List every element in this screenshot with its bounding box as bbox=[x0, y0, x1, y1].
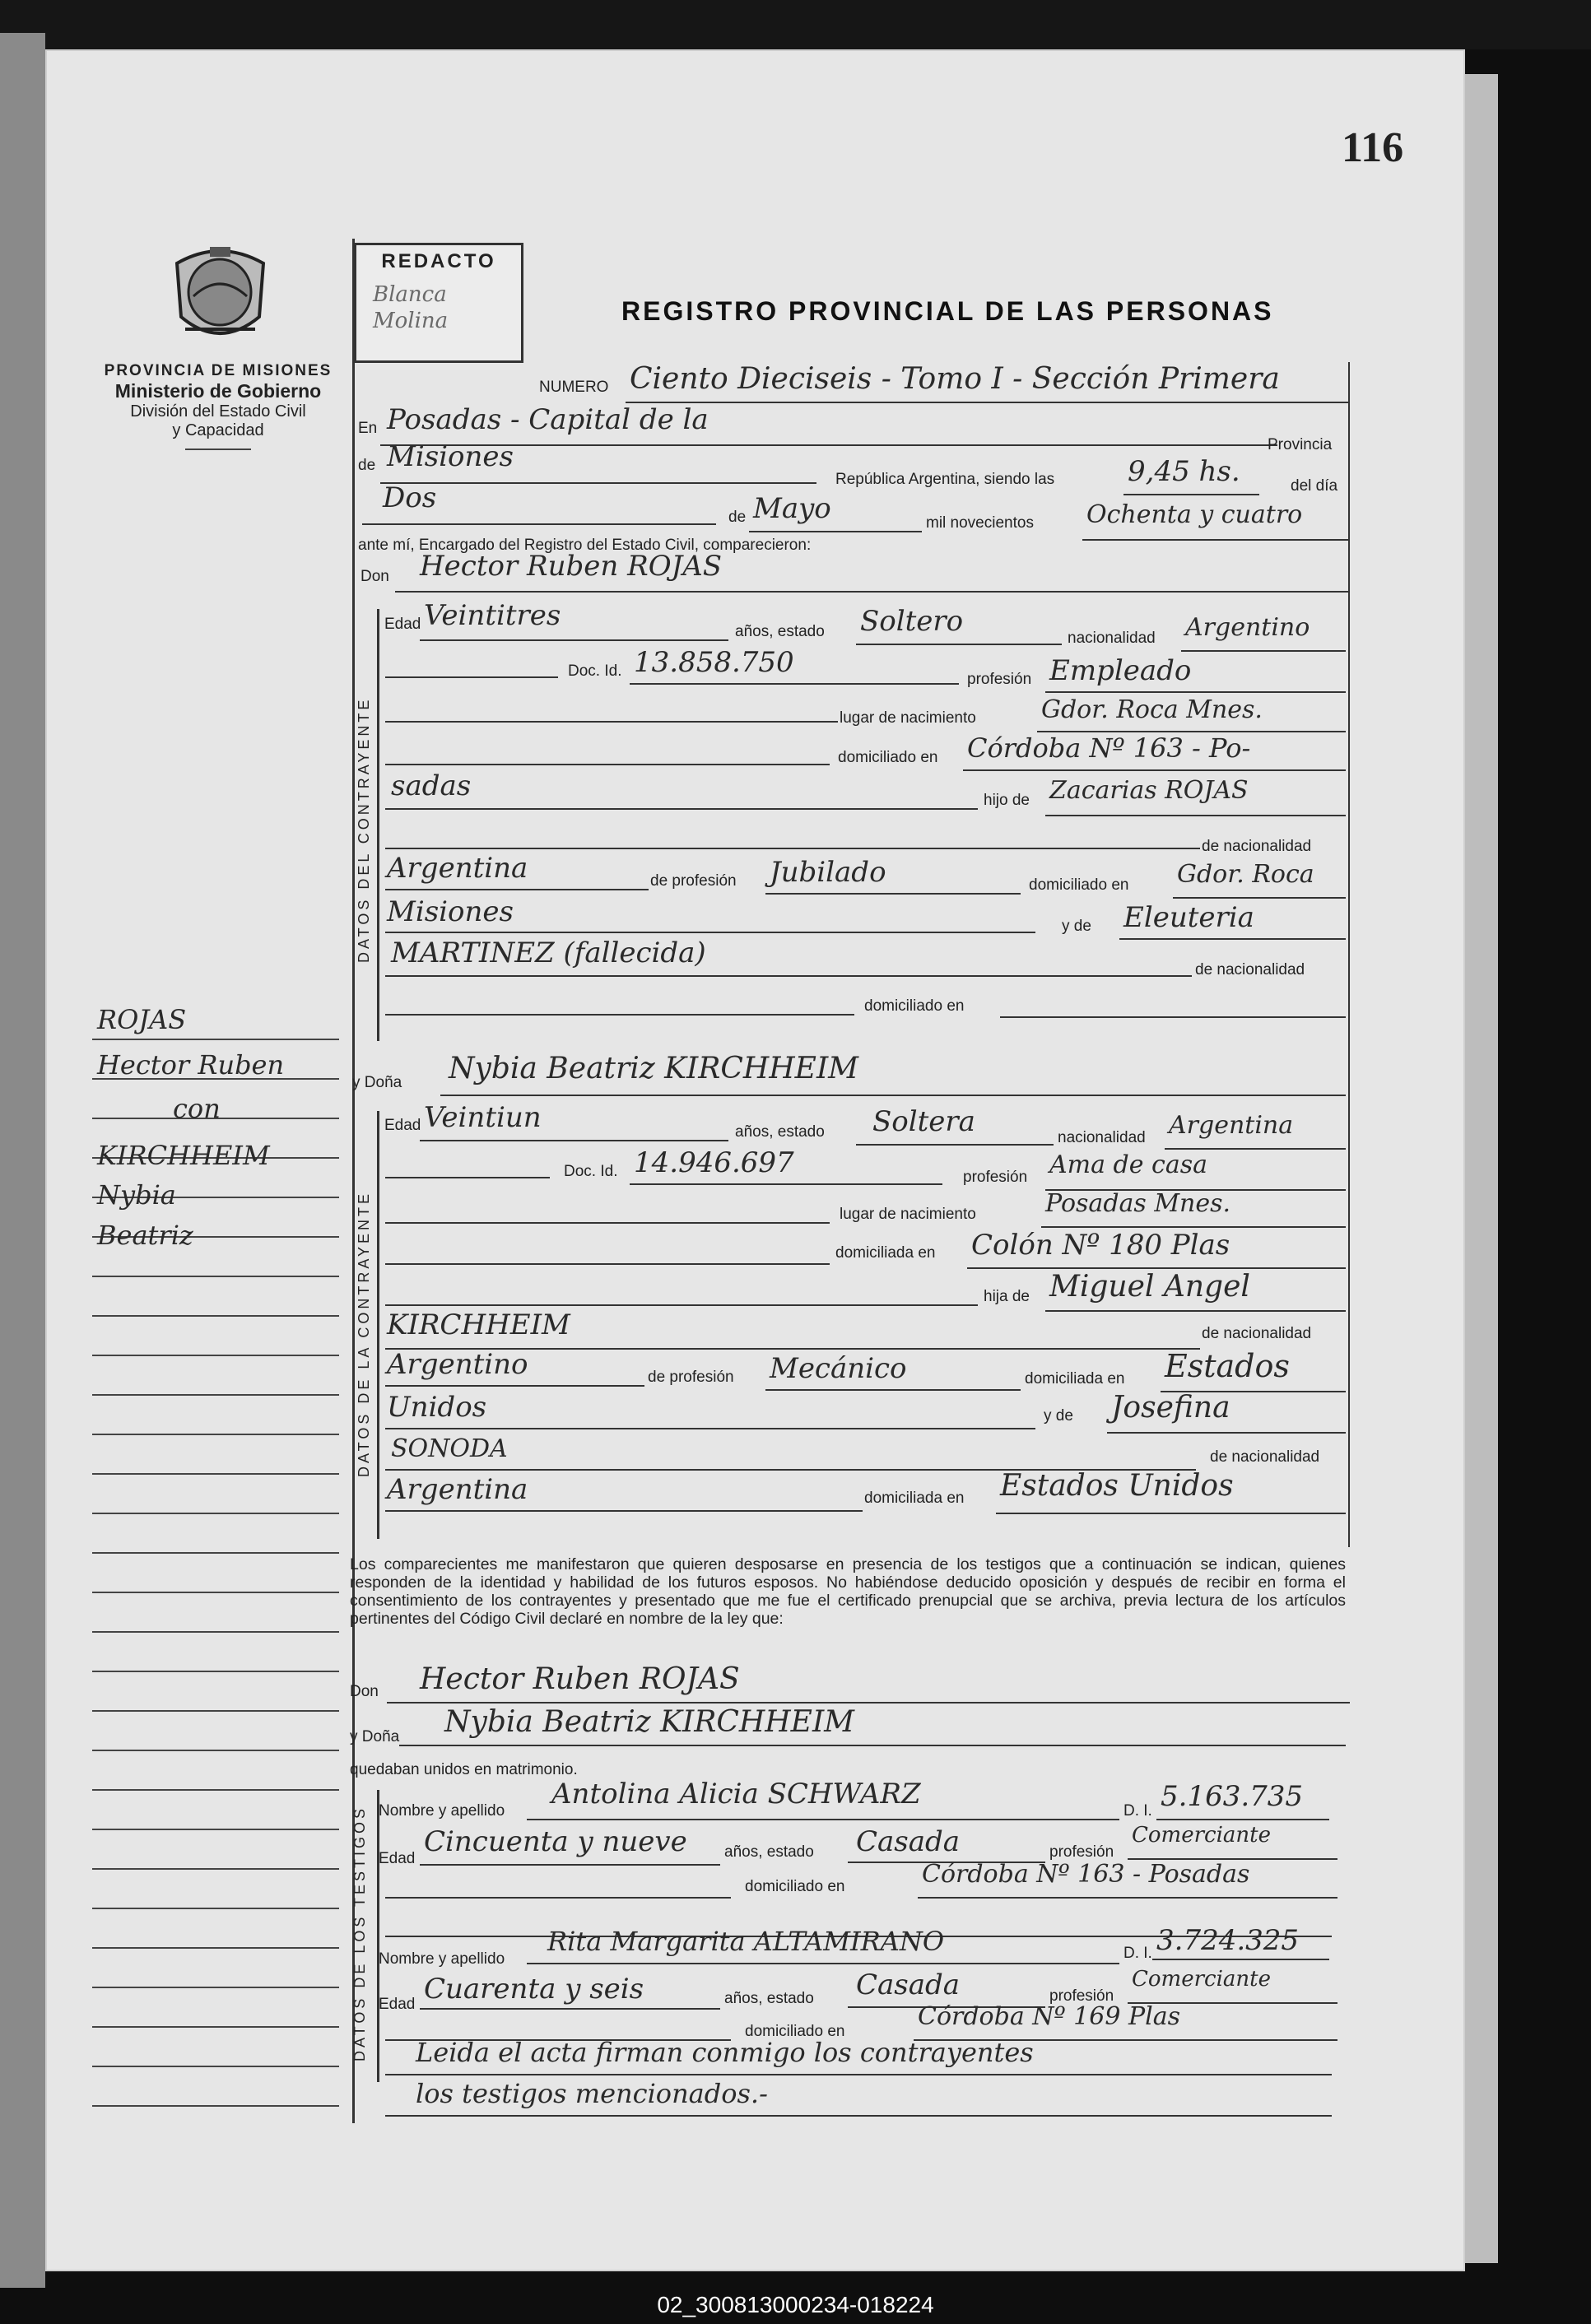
margin-rule-line bbox=[92, 1947, 339, 1949]
c2-de-nac-label: de nacionalidad bbox=[1202, 1325, 1312, 1342]
margin-note-1: ROJAS bbox=[97, 1004, 187, 1035]
margin-note-2: Hector Ruben bbox=[97, 1049, 285, 1081]
c1-padre-dom2: Misiones bbox=[387, 895, 514, 928]
c1-doc-value: 13.858.750 bbox=[634, 646, 794, 679]
del-dia-label: del día bbox=[1291, 477, 1338, 495]
c1-doc-label: Doc. Id. bbox=[568, 662, 622, 680]
margin-rule-line bbox=[92, 1592, 339, 1593]
margin-rule-line bbox=[92, 1513, 339, 1514]
c2-hija-pre-line bbox=[385, 1304, 978, 1306]
authority-block bbox=[91, 362, 346, 450]
c1-de-nac-label2: de nacionalidad bbox=[1195, 961, 1305, 978]
margin-rule-line bbox=[92, 1789, 339, 1791]
c2-padre-value: Miguel Angel bbox=[1049, 1270, 1250, 1304]
t2-nombre-line bbox=[527, 1963, 1119, 1964]
margin-note-4: KIRCHHEIM bbox=[97, 1140, 270, 1171]
c2-de-prof-label: de profesión bbox=[648, 1369, 734, 1386]
contrayente-side-label: DATOS DEL CONTRAYENTE bbox=[356, 696, 372, 963]
book-spine bbox=[0, 33, 45, 2288]
margin-rule-line bbox=[92, 2066, 339, 2067]
numero-line bbox=[626, 402, 1350, 403]
c1-anos-label: años, estado bbox=[735, 623, 825, 640]
c1-estado-line bbox=[856, 644, 1062, 645]
don-line bbox=[395, 591, 1350, 593]
c2-padre-prof: Mecánico bbox=[770, 1352, 907, 1385]
c2-nac-label: nacionalidad bbox=[1058, 1129, 1146, 1146]
c2-dom-value: Colón Nº 180 Plas bbox=[971, 1229, 1230, 1262]
c2-estado-line bbox=[856, 1144, 1054, 1146]
t2-estado-value: Casada bbox=[856, 1968, 961, 2001]
c2-madre-dom-line bbox=[996, 1513, 1346, 1514]
binding-background bbox=[0, 0, 1591, 49]
c1-nac-value: Argentino bbox=[1185, 613, 1310, 642]
c2-lugar-pre-line bbox=[385, 1222, 830, 1224]
c2-doc-pre-line bbox=[385, 1177, 550, 1178]
t2-prof-value: Comerciante bbox=[1132, 1967, 1271, 1992]
c2-padre-prof-line bbox=[765, 1389, 1021, 1391]
contrayente2-bracket bbox=[377, 1111, 379, 1539]
dona-line bbox=[440, 1095, 1346, 1096]
c1-de-nac-label: de nacionalidad bbox=[1202, 838, 1312, 855]
margin-rule-line bbox=[92, 1039, 339, 1040]
t1-edad-line bbox=[420, 1864, 720, 1866]
c1-padre-line bbox=[1045, 815, 1346, 816]
margin-rule-line bbox=[92, 1552, 339, 1554]
margin-rule-line bbox=[92, 1987, 339, 1988]
t1-di-value: 5.163.735 bbox=[1161, 1780, 1304, 1813]
c2-doc-value: 14.946.697 bbox=[634, 1146, 794, 1179]
c2-lugar-label: lugar de nacimiento bbox=[840, 1206, 976, 1223]
final-dona-value: Nybia Beatriz KIRCHHEIM bbox=[444, 1705, 855, 1739]
c2-padre-value2: KIRCHHEIM bbox=[387, 1308, 570, 1341]
c2-nac-line bbox=[1165, 1148, 1346, 1150]
authority-ministry: Ministerio de Gobierno bbox=[114, 380, 322, 402]
c2-estado-value: Soltera bbox=[872, 1105, 975, 1138]
margin-rule-line bbox=[92, 1710, 339, 1712]
ante-label: ante mí, Encargado del Registro del Estado Civil, comparecieron: bbox=[358, 537, 812, 554]
declaration-paragraph: Los comparecientes me manifestaron que quieren desposarse en presencia de los testigos que a continuación se indican, quienes responden de la identidad y habilidad de los futuros esposos. No habiéndose deducido oposición y después de recibir en forma el consentimiento de los contrayentes y presentado que me fue el certificado prenupcial que se archiva, previa lectura de los artículos pertinentes del Código Civil declaré en nombre de la ley que: bbox=[350, 1555, 1346, 1628]
c2-padre-nac: Argentino bbox=[387, 1348, 528, 1381]
de-line bbox=[380, 482, 816, 484]
t1-nombre-line bbox=[527, 1819, 1119, 1820]
t2-dom-label: domiciliado en bbox=[745, 2023, 845, 2040]
c2-edad-line bbox=[420, 1140, 728, 1141]
c2-domiciliada-label2: domiciliada en bbox=[864, 1490, 965, 1507]
numero-value: Ciento Dieciseis - Tomo I - Sección Primera bbox=[630, 362, 1280, 396]
c1-padre-prof: Jubilado bbox=[770, 856, 886, 889]
final-don-value: Hector Ruben ROJAS bbox=[420, 1662, 740, 1696]
provincia-label: Provincia bbox=[1268, 436, 1333, 453]
t1-estado-value: Casada bbox=[856, 1825, 961, 1858]
dona-label: y Doña bbox=[352, 1074, 402, 1091]
en-line bbox=[380, 444, 1277, 446]
c2-doc-label: Doc. Id. bbox=[564, 1163, 618, 1180]
c2-doc-line bbox=[630, 1183, 942, 1185]
redacto-stamp bbox=[354, 243, 523, 363]
c1-dom-line bbox=[963, 769, 1346, 771]
t2-di-value: 3.724.325 bbox=[1156, 1924, 1300, 1957]
c1-padre-dom-line bbox=[1173, 897, 1346, 899]
t1-dom-label: domiciliado en bbox=[745, 1878, 845, 1895]
final-don-label: Don bbox=[350, 1683, 379, 1700]
t2-dom-value: Córdoba Nº 169 Plas bbox=[918, 2002, 1180, 2031]
c1-doc-pre-line bbox=[385, 676, 558, 678]
c1-nac-line bbox=[1181, 650, 1346, 652]
stamp-label: REDACTO bbox=[381, 250, 496, 272]
t1-di-line bbox=[1156, 1819, 1329, 1820]
c2-anos-label: años, estado bbox=[735, 1123, 825, 1141]
c1-madre-line bbox=[1119, 938, 1346, 940]
c1-padre2-line bbox=[385, 848, 1200, 849]
t1-edad-label: Edad bbox=[379, 1850, 416, 1867]
contrayente2-side-label: DATOS DE LA CONTRAYENTE bbox=[356, 1190, 372, 1477]
c1-padre-value: Zacarias ROJAS bbox=[1049, 776, 1249, 805]
t2-di-line bbox=[1152, 1959, 1329, 1960]
t2-edad-label: Edad bbox=[379, 1996, 416, 2013]
contrayente-bracket bbox=[377, 609, 379, 1041]
c2-prof-value: Ama de casa bbox=[1049, 1150, 1207, 1179]
t2-edad-value: Cuarenta y seis bbox=[424, 1973, 644, 2006]
c2-dom-pre-line bbox=[385, 1263, 830, 1265]
margin-rule-line bbox=[92, 1355, 339, 1356]
c2-madre-value: Josefina bbox=[1111, 1391, 1230, 1425]
numero-label: NUMERO bbox=[539, 379, 609, 396]
c2-padre-line bbox=[1045, 1310, 1346, 1312]
closing-line-1-rule bbox=[385, 2074, 1332, 2075]
en-value: Posadas - Capital de la bbox=[387, 403, 709, 436]
c2-padre-dom2-line bbox=[385, 1428, 1035, 1429]
don-value: Hector Ruben ROJAS bbox=[420, 550, 723, 583]
c2-madre-dom: Estados Unidos bbox=[1000, 1469, 1234, 1503]
t2-di-label: D. I. bbox=[1123, 1945, 1152, 1962]
c1-y-de-label: y de bbox=[1062, 918, 1091, 935]
hora-line bbox=[1123, 494, 1259, 495]
c1-edad-value: Veintitres bbox=[424, 599, 561, 632]
t1-dom-pre-line bbox=[385, 1897, 731, 1899]
margin-rule-line bbox=[92, 1750, 339, 1751]
c1-doc-line bbox=[630, 683, 959, 685]
c2-dom-label: domiciliada en bbox=[835, 1244, 936, 1262]
c1-de-prof-label: de profesión bbox=[650, 872, 737, 890]
c2-de-nac-label2: de nacionalidad bbox=[1210, 1448, 1320, 1466]
c1-padre-nac-line bbox=[385, 889, 649, 890]
closing-line-1: Leida el acta firman conmigo los contrayentes bbox=[416, 2037, 1034, 2068]
c1-edad-label: Edad bbox=[384, 616, 421, 633]
document-id-footer: 02_300813000234-018224 bbox=[657, 2292, 934, 2317]
c1-dom-pre-line bbox=[385, 764, 830, 765]
margin-rule-line bbox=[92, 2105, 339, 2107]
margin-rule-line bbox=[92, 1671, 339, 1672]
c2-prof-label: profesión bbox=[963, 1169, 1028, 1186]
t2-prof-label: profesión bbox=[1049, 1987, 1114, 2005]
c1-dom-label: domiciliado en bbox=[838, 749, 938, 766]
c1-prof-line bbox=[1045, 691, 1346, 693]
authority-division: División del Estado Civil bbox=[130, 402, 306, 421]
c2-dom-en-label: domiciliada en bbox=[1025, 1370, 1125, 1387]
margin-rule-line bbox=[92, 1829, 339, 1830]
final-dona-line bbox=[399, 1745, 1346, 1746]
dia-line bbox=[362, 523, 716, 525]
hora-value: 9,45 hs. bbox=[1128, 455, 1240, 488]
testigos-bracket bbox=[377, 1790, 379, 2082]
margin-note-5: Nybia bbox=[97, 1179, 176, 1211]
c1-edad-line bbox=[420, 639, 728, 641]
margin-note-3: con bbox=[173, 1093, 221, 1124]
t1-prof-value: Comerciante bbox=[1132, 1823, 1271, 1848]
c2-y-de-label: y de bbox=[1044, 1407, 1073, 1425]
de-value: Misiones bbox=[387, 440, 514, 473]
de2-label: de bbox=[728, 509, 747, 526]
dona-value: Nybia Beatriz KIRCHHEIM bbox=[449, 1052, 859, 1085]
don-label: Don bbox=[361, 568, 389, 585]
t2-anos-label: años, estado bbox=[724, 1990, 814, 2007]
margin-rule-line bbox=[92, 2026, 339, 2028]
t1-anos-label: años, estado bbox=[724, 1843, 814, 1861]
c1-dom-en-label: domiciliado en bbox=[1029, 876, 1129, 894]
final-don-line bbox=[387, 1702, 1350, 1703]
dia-value: Dos bbox=[383, 481, 437, 514]
t1-nombre-label: Nombre y apellido bbox=[379, 1802, 505, 1820]
c2-hija-label: hija de bbox=[984, 1288, 1030, 1305]
t1-edad-value: Cincuenta y nueve bbox=[424, 1825, 687, 1858]
c1-madre-nac-line bbox=[385, 1014, 854, 1016]
closing-line-2-rule bbox=[385, 2115, 1332, 2117]
t2-nombre-label: Nombre y apellido bbox=[379, 1950, 505, 1968]
c1-madre-value: Eleuteria bbox=[1123, 901, 1254, 934]
c2-lugar-value: Posadas Mnes. bbox=[1045, 1189, 1231, 1218]
c2-dom-line bbox=[967, 1267, 1346, 1269]
margin-rule-line bbox=[92, 1868, 339, 1870]
anio-line bbox=[1082, 539, 1350, 541]
republica-label: República Argentina, siendo las bbox=[835, 471, 1055, 488]
authority-capacity: y Capacidad bbox=[172, 421, 264, 439]
document-title: REGISTRO PROVINCIAL DE LAS PERSONAS bbox=[621, 296, 1274, 326]
t2-nombre-value: Rita Margarita ALTAMIRANO bbox=[547, 1926, 945, 1957]
closing-line-2: los testigos mencionados.- bbox=[416, 2078, 768, 2109]
c1-domiciliado-label2: domiciliado en bbox=[864, 997, 965, 1015]
c2-lugar-line bbox=[1041, 1226, 1346, 1228]
c1-estado-value: Soltero bbox=[860, 605, 964, 638]
margin-rule-line bbox=[92, 1473, 339, 1475]
c1-padre-dom2-line bbox=[385, 932, 1035, 933]
c1-madre2-line bbox=[385, 975, 1192, 977]
t1-di-label: D. I. bbox=[1123, 1802, 1152, 1820]
margin-rule-line bbox=[92, 1394, 339, 1396]
mes-value: Mayo bbox=[753, 492, 831, 525]
c1-madre-dom-line bbox=[1000, 1016, 1346, 1018]
c1-lugar-label: lugar de nacimiento bbox=[840, 709, 976, 727]
de-label: de bbox=[358, 457, 376, 474]
c2-madre-value2: SONODA bbox=[391, 1434, 508, 1463]
authority-province: PROVINCIA DE MISIONES bbox=[104, 362, 333, 379]
c1-lugar-pre-line bbox=[385, 721, 838, 723]
margin-note-6: Beatriz bbox=[97, 1220, 193, 1251]
c2-edad-value: Veintiun bbox=[424, 1101, 542, 1134]
margin-rule-line bbox=[92, 1434, 339, 1435]
c2-padre-dom: Estados bbox=[1165, 1348, 1290, 1384]
c1-dom2-line bbox=[385, 808, 978, 810]
margin-rule-line bbox=[92, 1908, 339, 1909]
mes-line bbox=[749, 531, 922, 532]
provincial-seal-icon bbox=[169, 239, 272, 350]
final-dona-label: y Doña bbox=[350, 1728, 400, 1745]
c2-padre-nac-line bbox=[385, 1385, 644, 1387]
authority-rule bbox=[185, 449, 251, 450]
c2-padre-dom2: Unidos bbox=[387, 1391, 487, 1424]
c1-padre-prof-line bbox=[765, 893, 1021, 895]
c1-prof-value: Empleado bbox=[1049, 654, 1192, 687]
c1-dom-value2: sadas bbox=[391, 769, 472, 802]
c2-madre-nac: Argentina bbox=[387, 1473, 528, 1506]
c2-edad-label: Edad bbox=[384, 1117, 421, 1134]
t1-dom-value: Córdoba Nº 163 - Posadas bbox=[922, 1860, 1250, 1889]
margin-rule-line bbox=[92, 1315, 339, 1317]
c2-nac-value: Argentina bbox=[1169, 1111, 1294, 1140]
c2-madre-line bbox=[1107, 1432, 1346, 1434]
c1-madre-value2: MARTINEZ (fallecida) bbox=[391, 937, 706, 969]
page-edge bbox=[1465, 74, 1498, 2263]
c1-nac-label: nacionalidad bbox=[1068, 630, 1156, 647]
c1-hijo-label: hijo de bbox=[984, 792, 1030, 809]
page-number: 116 bbox=[1342, 124, 1404, 171]
c1-lugar-value: Gdor. Roca Mnes. bbox=[1041, 695, 1263, 724]
en-label: En bbox=[358, 420, 378, 437]
t1-nombre-value: Antolina Alicia SCHWARZ bbox=[551, 1778, 921, 1810]
c1-padre-dom: Gdor. Roca bbox=[1177, 860, 1314, 889]
anio-value: Ochenta y cuatro bbox=[1086, 500, 1303, 529]
t1-prof-label: profesión bbox=[1049, 1843, 1114, 1861]
margin-rule-line bbox=[92, 1631, 339, 1633]
c1-prof-label: profesión bbox=[967, 671, 1032, 688]
c2-madre-nac-line bbox=[385, 1510, 863, 1512]
t2-edad-line bbox=[420, 2008, 720, 2010]
stamp-name-line2: Molina bbox=[373, 309, 449, 333]
c1-padre-nac: Argentina bbox=[387, 852, 528, 885]
mil-label: mil novecientos bbox=[926, 514, 1034, 532]
testigos-side-label: DATOS DE LOS TESTIGOS bbox=[351, 1805, 368, 2061]
margin-rule-line bbox=[92, 1276, 339, 1277]
c1-dom-value: Córdoba Nº 163 - Po- bbox=[967, 732, 1251, 764]
stamp-name-line1: Blanca bbox=[373, 282, 447, 307]
t1-dom-line bbox=[918, 1897, 1337, 1899]
quedaban-text: quedaban unidos en matrimonio. bbox=[350, 1761, 578, 1778]
